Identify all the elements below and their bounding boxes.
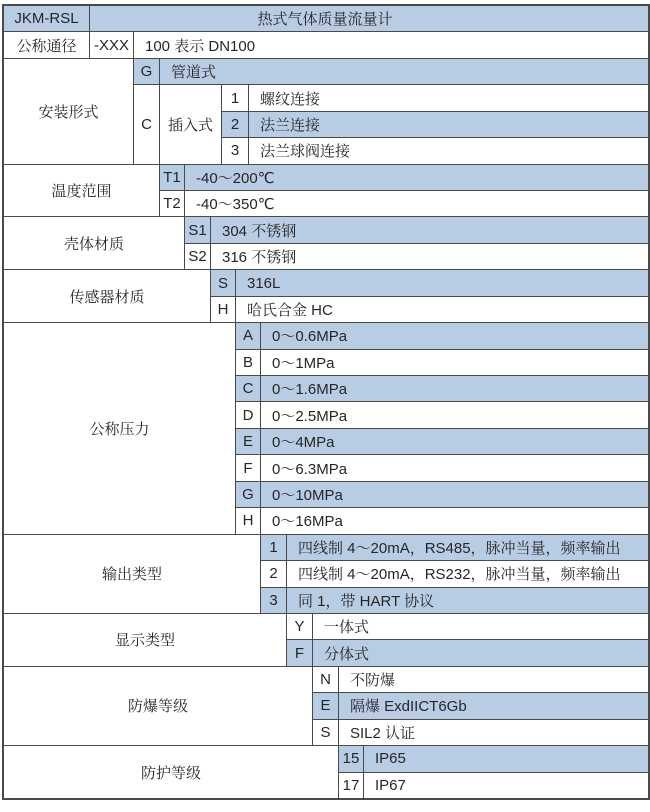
section-label-install: 安装形式 bbox=[4, 59, 133, 164]
section-label-display: 显示类型 bbox=[4, 614, 286, 666]
option-code: C bbox=[236, 376, 260, 401]
option-code: F bbox=[236, 455, 260, 480]
option-code: Y bbox=[287, 614, 312, 639]
option-code: G bbox=[134, 59, 159, 84]
option-value: 0～2.5MPa bbox=[261, 402, 648, 427]
option-code: 3 bbox=[222, 138, 248, 163]
option-code: -XXX bbox=[90, 32, 133, 57]
section-label-housing: 壳体材质 bbox=[4, 217, 184, 269]
option-value: -40～200℃ bbox=[185, 165, 648, 190]
option-value: 0～1MPa bbox=[261, 350, 648, 375]
model-selection-table bbox=[2, 4, 650, 800]
option-value: 分体式 bbox=[313, 640, 648, 665]
option-code: S bbox=[313, 720, 338, 745]
option-code: H bbox=[211, 297, 235, 322]
option-value: 一体式 bbox=[313, 614, 648, 639]
option-code: A bbox=[236, 323, 260, 348]
option-code: C bbox=[134, 85, 159, 163]
option-value: 0～4MPa bbox=[261, 429, 648, 454]
section-label-ingress-protection: 防护等级 bbox=[4, 746, 338, 798]
option-code: 3 bbox=[261, 588, 286, 613]
option-code: 1 bbox=[261, 535, 286, 560]
option-value: 隔爆 ExdIICT6Gb bbox=[339, 693, 648, 718]
option-code: S1 bbox=[185, 217, 210, 242]
option-value: 0～6.3MPa bbox=[261, 455, 648, 480]
option-code: B bbox=[236, 350, 260, 375]
option-code: F bbox=[287, 640, 312, 665]
option-code: T2 bbox=[160, 191, 184, 216]
option-value: 0～10MPa bbox=[261, 482, 648, 507]
table-title: 热式气体质量流量计 bbox=[90, 6, 648, 31]
option-value: 316L bbox=[236, 270, 648, 295]
section-label-dn: 公称通径 bbox=[4, 32, 89, 57]
option-value: IP65 bbox=[364, 746, 648, 771]
option-value: 0～16MPa bbox=[261, 508, 648, 533]
option-code: N bbox=[313, 667, 338, 692]
option-value: 100 表示 DN100 bbox=[134, 32, 648, 57]
section-label-sensor: 传感器材质 bbox=[4, 270, 210, 322]
option-value: -40～350℃ bbox=[185, 191, 648, 216]
option-value: 不防爆 bbox=[339, 667, 648, 692]
option-value: 法兰连接 bbox=[249, 112, 648, 137]
section-label-output: 输出类型 bbox=[4, 535, 260, 613]
model-code: JKM-RSL bbox=[4, 6, 89, 31]
option-value: 316 不锈钢 bbox=[211, 244, 648, 269]
option-code: S2 bbox=[185, 244, 210, 269]
option-value: 螺纹连接 bbox=[249, 85, 648, 110]
option-value: SIL2 认证 bbox=[339, 720, 648, 745]
section-label-temperature: 温度范围 bbox=[4, 165, 159, 217]
option-value: 304 不锈钢 bbox=[211, 217, 648, 242]
option-value: 管道式 bbox=[160, 59, 648, 84]
option-code: 17 bbox=[339, 773, 363, 798]
option-code: 1 bbox=[222, 85, 248, 110]
option-code: D bbox=[236, 402, 260, 427]
option-code: 2 bbox=[222, 112, 248, 137]
option-value: 四线制 4～20mA，RS485，脉冲当量，频率输出 bbox=[287, 535, 648, 560]
option-code: S bbox=[211, 270, 235, 295]
insert-type-label: 插入式 bbox=[160, 85, 221, 163]
option-value: 0～0.6MPa bbox=[261, 323, 648, 348]
option-code: 15 bbox=[339, 746, 363, 771]
option-code: T1 bbox=[160, 165, 184, 190]
option-code: E bbox=[313, 693, 338, 718]
section-label-explosion-proof: 防爆等级 bbox=[4, 667, 312, 745]
option-code: 2 bbox=[261, 561, 286, 586]
option-value: 0～1.6MPa bbox=[261, 376, 648, 401]
option-code: G bbox=[236, 482, 260, 507]
option-value: 同 1，带 HART 协议 bbox=[287, 588, 648, 613]
option-code: E bbox=[236, 429, 260, 454]
option-code: H bbox=[236, 508, 260, 533]
option-value: 四线制 4～20mA，RS232，脉冲当量，频率输出 bbox=[287, 561, 648, 586]
option-value: IP67 bbox=[364, 773, 648, 798]
section-label-pressure: 公称压力 bbox=[4, 323, 235, 533]
option-value: 法兰球阀连接 bbox=[249, 138, 648, 163]
option-value: 哈氏合金 HC bbox=[236, 297, 648, 322]
